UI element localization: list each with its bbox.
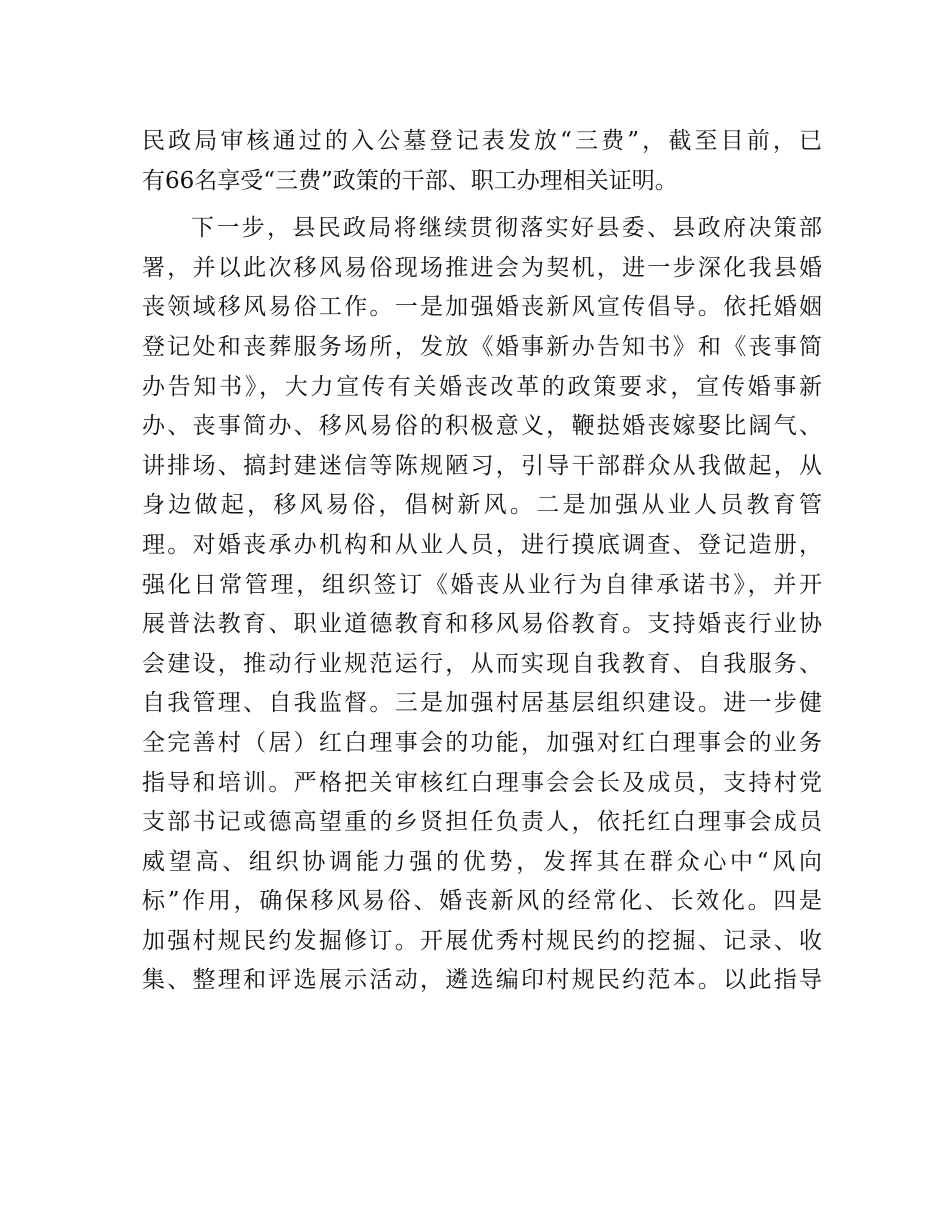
- text-line: 讲排场、搞封建迷信等陈规陋习，引导干部群众从我做起，从: [142, 452, 822, 479]
- body-text: [142, 122, 822, 1001]
- text-line: 强化日常管理，组织签订《婚丧从业行为自律承诺书》，并开: [142, 571, 822, 598]
- text-line: 办、丧事简办、移风易俗的积极意义，鞭挞婚丧嫁娶比阔气、: [142, 413, 822, 440]
- paragraph-1: [142, 122, 822, 201]
- text-line: 指导和培训。严格把关审核红白理事会会长及成员，支持村党: [142, 769, 822, 796]
- text-line: 署，并以此次移风易俗现场推进会为契机，进一步深化我县婚: [142, 254, 822, 281]
- text-line: 集、整理和评选展示活动，遴选编印村规民约范本。以此指导: [142, 967, 822, 994]
- text-line: 展普法教育、职业道德教育和移风易俗教育。支持婚丧行业协: [142, 611, 822, 638]
- text-line: 全完善村（居）红白理事会的功能，加强对红白理事会的业务: [142, 729, 822, 756]
- text-line: 自我管理、自我监督。三是加强村居基层组织建设。进一步健: [142, 690, 822, 717]
- text-line: 民政局审核通过的入公墓登记表发放“三费”，截至目前，已: [142, 128, 822, 154]
- text-line: 有66名享受“三费”政策的干部、职工办理相关证明。: [142, 167, 678, 194]
- text-line: 丧领域移风易俗工作。一是加强婚丧新风宣传倡导。依托婚姻: [142, 294, 822, 321]
- paragraph-gap: [142, 201, 822, 209]
- text-line: 支部书记或德高望重的乡贤担任负责人，依托红白理事会成员: [142, 809, 822, 836]
- paragraph-2: [142, 209, 822, 1001]
- text-line: 办告知书》，大力宣传有关婚丧改革的政策要求，宣传婚事新: [142, 373, 822, 400]
- text-line: 下一步，县民政局将继续贯彻落实好县委、县政府决策部: [191, 215, 822, 242]
- text-line: 理。对婚丧承办机构和从业人员，进行摸底调查、登记造册，: [142, 531, 822, 558]
- text-line: 登记处和丧葬服务场所，发放《婚事新办告知书》和《丧事简: [142, 333, 822, 360]
- text-line: 身边做起，移风易俗，倡树新风。二是加强从业人员教育管: [142, 492, 822, 519]
- text-line: 标”作用，确保移风易俗、婚丧新风的经常化、长效化。四是: [142, 888, 822, 915]
- text-line: 威望高、组织协调能力强的优势，发挥其在群众心中“风向: [142, 848, 822, 875]
- text-line: 会建设，推动行业规范运行，从而实现自我教育、自我服务、: [142, 650, 822, 677]
- text-line: 加强村规民约发掘修订。开展优秀村规民约的挖掘、记录、收: [142, 927, 822, 954]
